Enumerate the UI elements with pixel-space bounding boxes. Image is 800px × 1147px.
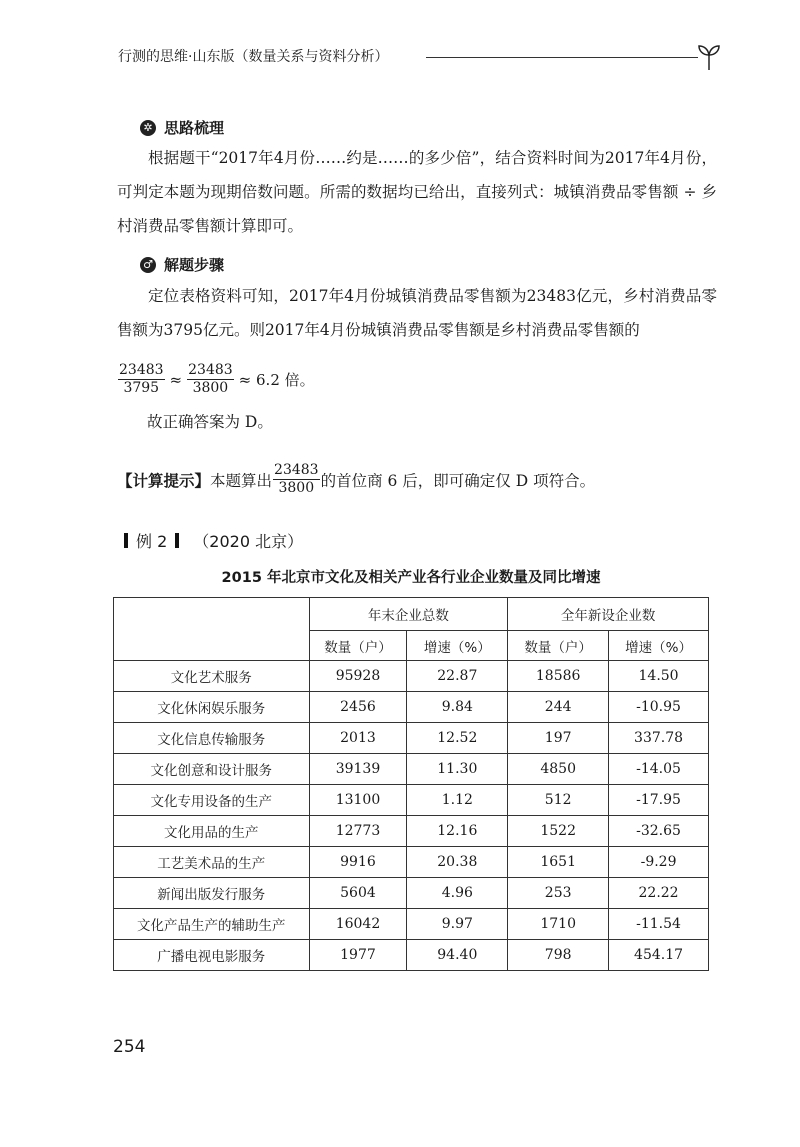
fraction-1-denominator: 3795 (123, 380, 160, 396)
bar-left (124, 533, 128, 548)
ratio-calculation (117, 362, 319, 397)
cell-total-count: 13100 (309, 785, 407, 816)
sub-header: 数量（户） (508, 631, 609, 661)
sub-header: 数量（户） (309, 631, 407, 661)
analysis-paragraph: 根据题干“2017年4月份……约是……的多少倍”，结合资料时间为2017年4月份，可判定本题为现期倍数问题。所需的数据均已给出，直接列式：城镇消费品零售额 ÷ 乡村消费品零售额计算即可。 (117, 149, 717, 235)
fraction-2 (187, 362, 234, 397)
cell-total-count: 2456 (309, 692, 407, 723)
fraction-2-numerator: 23483 (188, 362, 233, 378)
example-label: 例 2 (136, 532, 168, 551)
cell-new-count: 1710 (508, 909, 609, 940)
cell-total-growth: 9.84 (407, 692, 508, 723)
fraction-1-numerator: 23483 (119, 362, 164, 378)
row-category: 新闻出版发行服务 (114, 878, 310, 909)
cell-new-growth: 454.17 (609, 940, 709, 971)
cell-total-count: 1977 (309, 940, 407, 971)
row-category: 文化专用设备的生产 (114, 785, 310, 816)
cell-new-growth: 14.50 (609, 661, 709, 692)
cell-new-growth: -11.54 (609, 909, 709, 940)
cell-total-count: 12773 (309, 816, 407, 847)
cell-new-growth: -9.29 (609, 847, 709, 878)
cell-total-growth: 9.97 (407, 909, 508, 940)
cell-total-growth: 12.16 (407, 816, 508, 847)
cell-total-growth: 4.96 (407, 878, 508, 909)
table-row (114, 692, 709, 723)
table-group-header-row (114, 598, 709, 631)
cell-new-count: 253 (508, 878, 609, 909)
analysis-heading-text: 思路梳理 (164, 119, 225, 137)
table-row (114, 816, 709, 847)
running-header-title: 行测的思维·山东版（数量关系与资料分析） (118, 49, 389, 65)
table-row (114, 754, 709, 785)
row-category: 文化休闲娱乐服务 (114, 692, 310, 723)
cell-total-growth: 12.52 (407, 723, 508, 754)
table-row (114, 878, 709, 909)
cell-total-count: 16042 (309, 909, 407, 940)
table-row (114, 847, 709, 878)
cell-new-growth: 22.22 (609, 878, 709, 909)
group-header-new: 全年新设企业数 (508, 598, 709, 631)
row-category: 文化艺术服务 (114, 661, 310, 692)
header-rule (426, 57, 698, 58)
tip-text-after: 的首位商 6 后，即可确定仅 D 项符合。 (320, 471, 596, 490)
cell-new-count: 1651 (508, 847, 609, 878)
bar-right (175, 533, 179, 548)
steps-heading-text: 解题步骤 (164, 256, 225, 274)
fraction-1 (118, 362, 165, 397)
cell-total-count: 39139 (309, 754, 407, 785)
cell-total-count: 95928 (309, 661, 407, 692)
cell-new-growth: -17.95 (609, 785, 709, 816)
cell-new-count: 512 (508, 785, 609, 816)
steps-heading (140, 254, 224, 275)
sprout-icon (696, 42, 722, 72)
cell-new-growth: 337.78 (609, 723, 709, 754)
cell-total-growth: 22.87 (407, 661, 508, 692)
row-category: 文化信息传输服务 (114, 723, 310, 754)
cell-total-growth: 94.40 (407, 940, 508, 971)
cell-total-growth: 11.30 (407, 754, 508, 785)
row-category: 文化创意和设计服务 (114, 754, 310, 785)
cell-new-count: 798 (508, 940, 609, 971)
analysis-heading (140, 117, 224, 138)
approx-sign: ≈ (169, 370, 183, 389)
row-category: 文化产品生产的辅助生产 (114, 909, 310, 940)
fraction-2-denominator: 3800 (192, 380, 229, 396)
gear-icon: ✲ (140, 120, 156, 136)
cell-total-count: 2013 (309, 723, 407, 754)
cell-total-count: 9916 (309, 847, 407, 878)
cell-new-growth: -10.95 (609, 692, 709, 723)
table-row (114, 940, 709, 971)
cell-new-growth: -32.65 (609, 816, 709, 847)
row-category: 文化用品的生产 (114, 816, 310, 847)
tip-fraction (273, 462, 320, 497)
corner-cell (114, 598, 310, 661)
male-symbol-icon: ♂ (140, 257, 156, 273)
table-title: 2015 年北京市文化及相关产业各行业企业数量及同比增速 (221, 570, 601, 586)
group-header-total: 年末企业总数 (309, 598, 508, 631)
table-row (114, 723, 709, 754)
cell-new-count: 18586 (508, 661, 609, 692)
cell-new-growth: -14.05 (609, 754, 709, 785)
tip-fraction-denominator: 3800 (278, 480, 315, 496)
industry-table (113, 597, 709, 971)
table-row (114, 909, 709, 940)
example-marker (124, 529, 303, 552)
sub-header: 增速（%） (407, 631, 508, 661)
tip-fraction-numerator: 23483 (274, 462, 319, 478)
tip-text-before: 本题算出 (210, 471, 273, 490)
table-row (114, 785, 709, 816)
cell-new-count: 4850 (508, 754, 609, 785)
answer-line: 故正确答案为 D。 (147, 413, 273, 431)
row-category: 广播电视电影服务 (114, 940, 310, 971)
cell-total-growth: 1.12 (407, 785, 508, 816)
cell-total-growth: 20.38 (407, 847, 508, 878)
running-header (118, 42, 718, 72)
cell-new-count: 197 (508, 723, 609, 754)
cell-new-count: 244 (508, 692, 609, 723)
row-category: 工艺美术品的生产 (114, 847, 310, 878)
page-number: 254 (113, 1037, 146, 1057)
steps-paragraph: 定位表格资料可知，2017年4月份城镇消费品零售额为23483亿元，乡村消费品零售额为3795亿元。则2017年4月份城镇消费品零售额是乡村消费品零售额的 (117, 287, 717, 339)
table-row (114, 661, 709, 692)
ratio-result: ≈ 6.2 倍。 (238, 371, 315, 389)
tip-label: 【计算提示】 (117, 471, 211, 490)
example-source: （2020 北京） (193, 532, 304, 551)
cell-new-count: 1522 (508, 816, 609, 847)
cell-total-count: 5604 (309, 878, 407, 909)
calculation-tip (117, 462, 595, 497)
sub-header: 增速（%） (609, 631, 709, 661)
